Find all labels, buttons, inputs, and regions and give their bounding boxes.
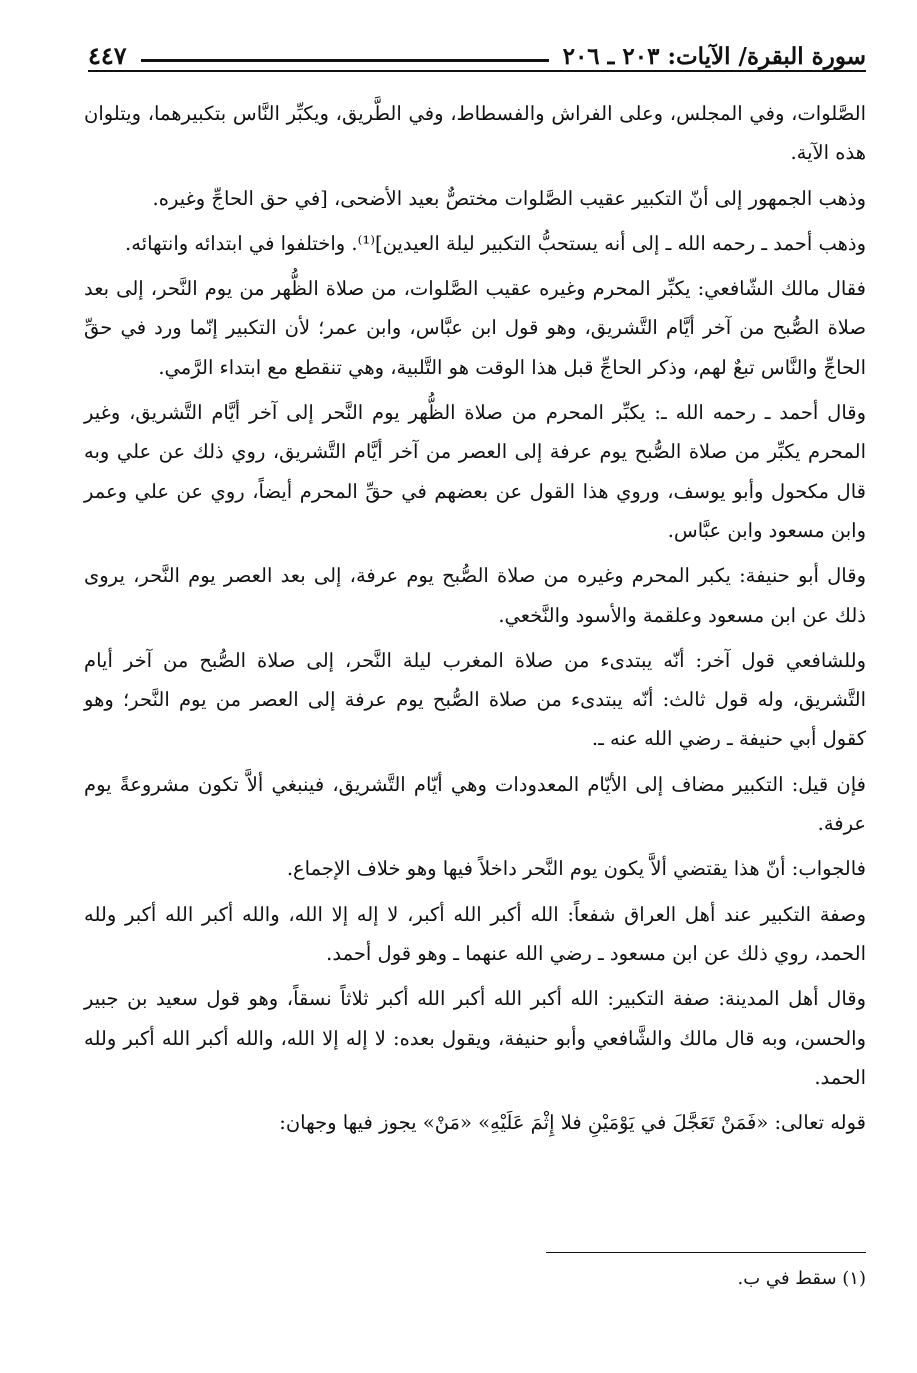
- paragraph: وذهب أحمد ـ رحمه الله ـ إلى أنه يستحبُّ التكبير ليلة العيدين]⁽¹⁾. واختلفوا في ابتدائه وانتهائه.: [125, 231, 866, 255]
- paragraph: قوله تعالى: «فَمَنْ تَعَجَّلَ في يَوْمَيْنِ فلا إِثْمَ عَلَيْهِ» «مَنْ» يجوز فيها وجهان:: [279, 1111, 866, 1135]
- paragraph: وقال أحمد ـ رحمه الله ـ: يكبِّر المحرم من صلاة الظُّهر يوم النَّحر إلى آخر أيَّام التَّشريق، وغير المحرم يكبِّر من صلاة الصُّبح يوم عرفة إلى العصر من آخر أيَّام التَّشريق، روي ذلك عن علي وبه قال مكحول وأبو يوسف، وروي هذا القول عن بعضهم في حقِّ المحرم أيضاً، روي عن علي وعمر وابن مسعود وابن عبَّاس.: [84, 401, 866, 542]
- main-text: [84, 94, 866, 1148]
- footnote-separator: [546, 1252, 866, 1253]
- paragraph: فإن قيل: التكبير مضاف إلى الأيّام المعدودات وهي أيّام التَّشريق، فينبغي ألاَّ تكون مشروعةً يوم عرفة.: [84, 772, 866, 836]
- paragraph: وصفة التكبير عند أهل العراق شفعاً: الله أكبر الله أكبر، لا إله إلا الله، والله أكبر الله أكبر ولله الحمد، روي ذلك عن ابن مسعود ـ رضي الله عنهما ـ وهو قول أحمد.: [84, 902, 866, 965]
- paragraph: وذهب الجمهور إلى أنّ التكبير عقيب الصَّلوات مختصٌّ بعيد الأضحى، [في حق الحاجِّ وغيره.: [152, 186, 866, 210]
- paragraph: الصَّلوات، وفي المجلس، وعلى الفراش والفسطاط، وفي الطَّريق، ويكبِّر النَّاس بتكبيرهما، ويتلوان هذه الآية.: [84, 102, 866, 165]
- header-rule: [141, 59, 549, 62]
- header-underline: [88, 70, 866, 72]
- running-header: [88, 28, 866, 70]
- paragraph: وللشافعي قول آخر: أنّه يبتدىء من صلاة المغرب ليلة النَّحر، إلى صلاة الصُّبح من آخر أيام التَّشريق، وله قول ثالث: أنّه يبتدىء من صلاة الصُّبح يوم عرفة إلى العصر من يوم النَّحر؛ وهو كقول أبي حنيفة ـ رضي الله عنه ـ.: [84, 648, 866, 751]
- paragraph: وقال أبو حنيفة: يكبر المحرم وغيره من صلاة الصُّبح يوم عرفة، إلى بعد العصر يوم النَّحر، يروى ذلك عن ابن مسعود وعلقمة والأسود والنَّخعي.: [84, 564, 866, 627]
- paragraph: فالجواب: أنّ هذا يقتضي ألاَّ يكون يوم النَّحر داخلاً فيها وهو خلاف الإجماع.: [286, 857, 866, 881]
- footnote: (١) سقط في ب.: [737, 1268, 866, 1289]
- surah-title: سورة البقرة/ الآيات: ٢٠٣ ـ ٢٠٦: [562, 43, 866, 70]
- paragraph: وقال أهل المدينة: صفة التكبير: الله أكبر الله أكبر الله أكبر ثلاثاً نسقاً، وهو قول سعيد بن جبير والحسن، وبه قال مالك والشَّافعي وأبو حنيفة، ويقول بعده: لا إله إلا الله، والله أكبر الله أكبر ولله الحمد.: [84, 987, 866, 1089]
- paragraph: فقال مالك الشّافعي: يكبِّر المحرم وغيره عقيب الصَّلوات، من صلاة الظُّهر من يوم النَّحر، إلى بعد صلاة الصُّبح من آخر أيَّام التَّشريق، وهو قول ابن عبَّاس، وابن عمر؛ لأن التكبير إنّما ورد في حقِّ الحاجِّ والنَّاس تبعٌ لهم، وذكر الحاجِّ قبل هذا الوقت هو التَّلبية، وهي تنقطع مع ابتداء الرَّمي.: [84, 277, 866, 379]
- page-number: ٤٤٧: [88, 41, 127, 70]
